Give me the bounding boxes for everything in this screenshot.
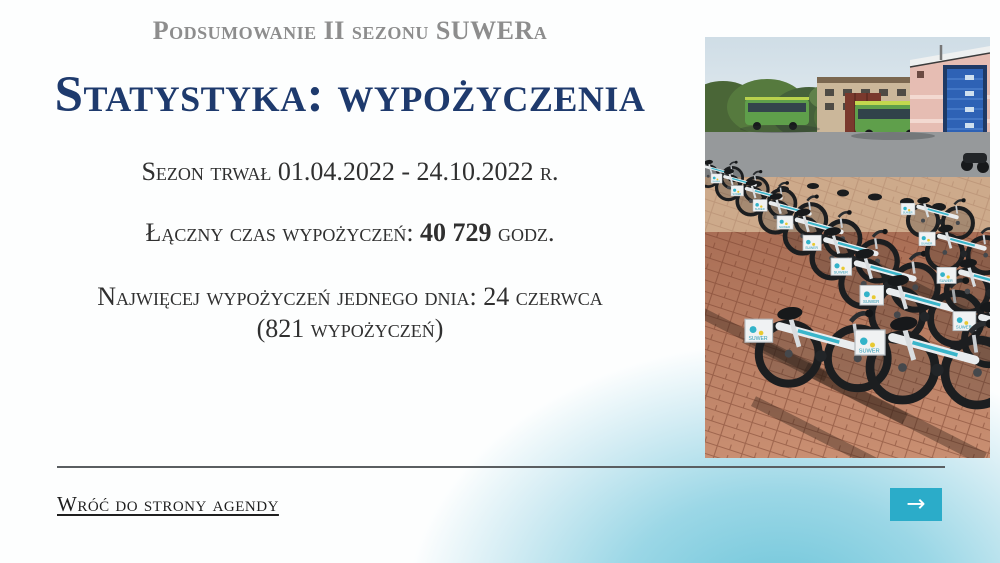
stat-total-suffix: godz. bbox=[491, 218, 555, 247]
stat-busiest-line1: Najwięcej wypożyczeń jednego dnia: 24 czerwca bbox=[97, 282, 603, 311]
next-arrow-icon: → bbox=[906, 491, 926, 517]
slide-kicker: Podsumowanie II sezonu SUWERa bbox=[152, 16, 548, 45]
footer-divider bbox=[57, 466, 945, 468]
stat-total-prefix: Łączny czas wypożyczeń: bbox=[145, 218, 421, 247]
bikes-photo-illustration bbox=[705, 37, 990, 458]
stat-busiest-line2: (821 wypożyczeń) bbox=[256, 314, 444, 343]
back-to-agenda-link[interactable]: Wróć do strony agendy bbox=[57, 492, 279, 516]
next-slide-button[interactable] bbox=[890, 488, 942, 521]
photo-of-bikes bbox=[705, 37, 990, 458]
stat-season-dates: Sezon trwał 01.04.2022 - 24.10.2022 r. bbox=[141, 157, 559, 186]
stat-busiest-day bbox=[0, 281, 700, 345]
page-title: Statystyka: wypożyczenia bbox=[54, 67, 646, 123]
stat-total-value: 40 729 bbox=[420, 218, 492, 247]
stat-total-hours bbox=[0, 218, 700, 248]
